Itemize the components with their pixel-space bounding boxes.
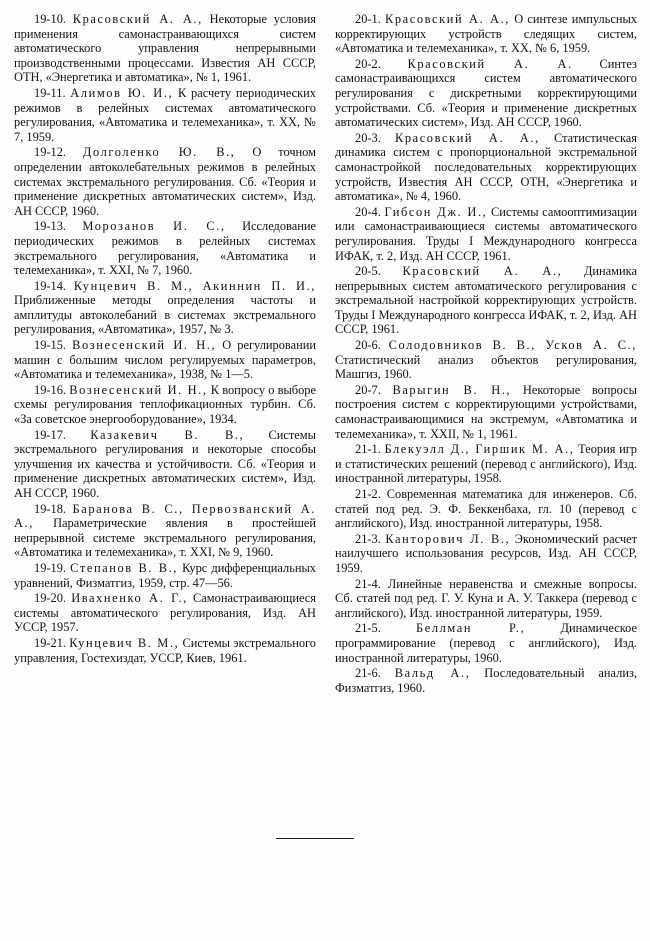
ref-author: Канторович Л. В.,	[385, 531, 511, 546]
reference-entry	[14, 338, 316, 382]
ref-number: 21-4.	[355, 576, 381, 591]
ref-text: Некоторые вопросы построения систем с корректирующими устройствами, самонастраивающимися на экстремум, «Автоматика и телемеханика», т. XXII, № 1, 1961.	[335, 382, 637, 441]
ref-number: 19-16.	[34, 382, 67, 397]
reference-entry	[335, 12, 637, 56]
ref-number: 20-5.	[355, 264, 381, 279]
ref-text: Системы самооптимизации или самонастраивающиеся системы автоматического регулирования. Труды I Международного конгресса ИФАК, т. 2, Изд. АН СССР, 1961.	[335, 204, 637, 263]
reference-entry	[335, 383, 637, 441]
ref-author: Гибсон Дж. И.,	[384, 204, 488, 219]
ref-author: Солодовников В. В., Усков А. С.,	[388, 338, 637, 353]
ref-number: 20-4.	[355, 204, 381, 219]
ref-text: Синтез самонастраивающихся систем автоматического регулирования с дискретными корректирующими устройствами. Сб. «Теория и применение дискретных автоматических систем», Изд. АН СССР, 1960.	[335, 56, 637, 130]
ref-author: Вальд А.,	[394, 666, 471, 681]
ref-number: 19-18.	[34, 501, 67, 516]
ref-number: 19-10.	[34, 12, 67, 26]
ref-number: 21-1.	[355, 442, 381, 457]
reference-entry	[14, 383, 316, 427]
ref-number: 20-3.	[355, 130, 381, 145]
ref-author: Вознесенский И. Н.,	[72, 338, 217, 353]
ref-text: Динамика непрерывных систем автоматического регулирования с экстремальной настройкой корректирующих устройств. Труды I Международного конгресса ИФАК, т. 2, Изд. АН СССР, 1961.	[335, 264, 637, 337]
reference-entry	[14, 636, 316, 665]
ref-text: К расчету периодических режимов в релейных системах автоматического регулирования, «Автоматика и телемеханика», т. XX, № 7, 1959.	[14, 85, 316, 144]
ref-text: Параметрические явления в простейшей непрерывной системе экстремального регулирования, «Автоматика и телемеханика», т. XXI, № 9, 1960.	[14, 516, 316, 560]
ref-author: Вознесенский И. Н.,	[69, 382, 208, 397]
reference-entry	[14, 502, 316, 560]
ref-author: Морозанов И. С.,	[82, 219, 226, 234]
ref-number: 20-2.	[355, 56, 381, 71]
ref-number: 20-7.	[355, 382, 381, 397]
ref-author: Алимов Ю. И.,	[70, 85, 174, 100]
ref-author: Красовский А. А.,	[394, 130, 540, 145]
ref-author: Беллман Р.,	[416, 621, 526, 636]
ref-author: Степанов В. В.,	[70, 560, 178, 575]
ref-number: 19-14.	[34, 278, 67, 293]
ref-number: 19-15.	[34, 338, 67, 353]
ref-text: Экономический расчет наилучшего использования ресурсов, Изд. АН СССР, 1959.	[335, 531, 637, 575]
ref-text: Теория игр и статистических решений (перевод с английского), Изд. иностранной литературы, 1958.	[335, 442, 637, 486]
ref-text: Самонастраивающиеся системы автоматического регулирования, Изд. АН УССР, 1957.	[14, 591, 316, 635]
ref-text: Системы экстремального регулирования и некоторые способы улучшения их качества и устойчивости. Сб. «Теория и применение дискретных автоматических систем», Изд. АН СССР, 1960.	[14, 427, 316, 500]
ref-text: Динамическое программирование (перевод с английского), Изд. иностранной литературы, 1960.	[335, 621, 637, 665]
reference-entry	[14, 145, 316, 218]
ref-text: Приближенные методы определения частоты и амплитуды автоколебаний в системах экстремального регулирования, «Автоматика», 1957, № 3.	[14, 293, 316, 337]
reference-entry	[14, 591, 316, 635]
ref-author: Баранова В. С., Первозванский А. А.,	[14, 501, 316, 531]
ref-number: 21-2.	[355, 487, 381, 501]
ref-number: 19-21.	[34, 635, 67, 650]
reference-entry	[335, 487, 637, 531]
ref-text: О регулировании машин с большим числом регулируемых параметров, «Автоматика и телемеханика», 1938, № 1—5.	[14, 338, 316, 382]
reference-entry	[335, 577, 637, 621]
right-column	[335, 12, 637, 696]
ref-number: 19-11.	[34, 85, 66, 100]
reference-entry	[335, 532, 637, 576]
ref-number: 19-17.	[34, 427, 67, 442]
ref-text: О синтезе импульсных корректирующих устройств следящих систем, «Автоматика и телемеханика», т. XX, № 6, 1959.	[335, 12, 637, 56]
reference-entry	[335, 338, 637, 382]
ref-text: Современная математика для инженеров. Сб. статей под ред. Э. Ф. Беккенбаха, гл. 10 (перевод с английского), Изд. иностранной литературы, 1958.	[335, 487, 637, 531]
ref-author: Красовский А. А.,	[402, 264, 563, 279]
ref-number: 20-6.	[355, 338, 381, 353]
ref-author: Красовский А. А.,	[385, 12, 510, 26]
left-column	[14, 12, 316, 666]
ref-number: 21-6.	[355, 666, 381, 681]
ref-text: Курс дифференциальных уравнений, Физматгиз, 1959, стр. 47—56.	[14, 560, 316, 590]
reference-entry	[335, 264, 637, 337]
ref-text: К вопросу о выборе схемы регулирования теплофикационных турбин. Сб. «За советское энергооборудование», 1934.	[14, 382, 316, 427]
reference-entry	[14, 219, 316, 277]
ref-text: Статистический анализ объектов регулирования, Машгиз, 1960.	[335, 352, 637, 382]
ref-number: 19-13.	[34, 219, 67, 234]
ref-text: Исследование периодических режимов в релейных системах экстремального регулирования, «Автоматика и телемеханика», т. XXI, № 7, 1960.	[14, 219, 316, 278]
reference-entry	[335, 442, 637, 486]
ref-text: Последовательный анализ, Физматгиз, 1960.	[335, 666, 637, 695]
ref-text: Некоторые условия применения самонастраивающихся систем автоматического управления непрерывными производственными процессами. Известия АН СССР, ОТН, «Энергетика и автоматика», № 1, 1961.	[14, 12, 316, 85]
ref-author: Блекуэлл Д., Гиршик М. А.,	[384, 442, 575, 457]
ref-number: 19-12.	[34, 145, 67, 160]
ref-text: Системы экстремального управления, Гостехиздат, УССР, Киев, 1961.	[14, 635, 316, 665]
ref-author: Кунцевич В. М.,	[69, 635, 180, 650]
ref-author: Красовский А. А.	[407, 56, 573, 71]
ref-number: 21-3.	[355, 531, 381, 546]
reference-entry	[14, 12, 316, 85]
ref-number: 20-1.	[355, 12, 381, 26]
reference-entry	[335, 205, 637, 263]
ref-text: Линейные неравенства и смежные вопросы. Сб. статей под ред. Г. У. Куна и А. У. Таккера (перевод с английского), Изд. иностранной литературы, 1959.	[335, 576, 637, 620]
reference-entry	[14, 428, 316, 501]
ref-text: О точном определении автоколебательных режимов в релейных системах экстремального регулирования. Сб. «Теория и применение дискретных автоматических систем», Изд. АН СССР, 1960.	[14, 145, 316, 218]
ref-author: Кунцевич В. М., Акиннин П. И.,	[73, 278, 316, 293]
ref-text: Статистическая динамика систем с пропорциональной экстремальной самонастройкой последовательных корректирующих устройств, Известия АН СССР, ОТН, «Энергетика и автоматика», № 4, 1960.	[335, 130, 637, 204]
ref-author: Ивахненко А. Г.,	[71, 591, 188, 606]
reference-entry	[335, 57, 637, 130]
reference-entry	[14, 279, 316, 337]
ref-author: Варыгин В. Н.,	[392, 382, 512, 397]
reference-entry	[14, 86, 316, 144]
ref-author: Долголенко Ю. В.,	[82, 145, 236, 160]
reference-entry	[14, 561, 316, 590]
reference-entry	[335, 621, 637, 665]
ref-number: 21-5.	[355, 621, 381, 636]
ref-number: 19-19.	[34, 560, 67, 575]
reference-entry	[335, 131, 637, 204]
ref-author: Красовский А. А.,	[72, 12, 203, 26]
section-end-rule	[276, 838, 354, 839]
ref-number: 19-20.	[34, 591, 67, 606]
reference-entry	[335, 666, 637, 695]
ref-author: Казакевич В. В.,	[90, 427, 245, 442]
